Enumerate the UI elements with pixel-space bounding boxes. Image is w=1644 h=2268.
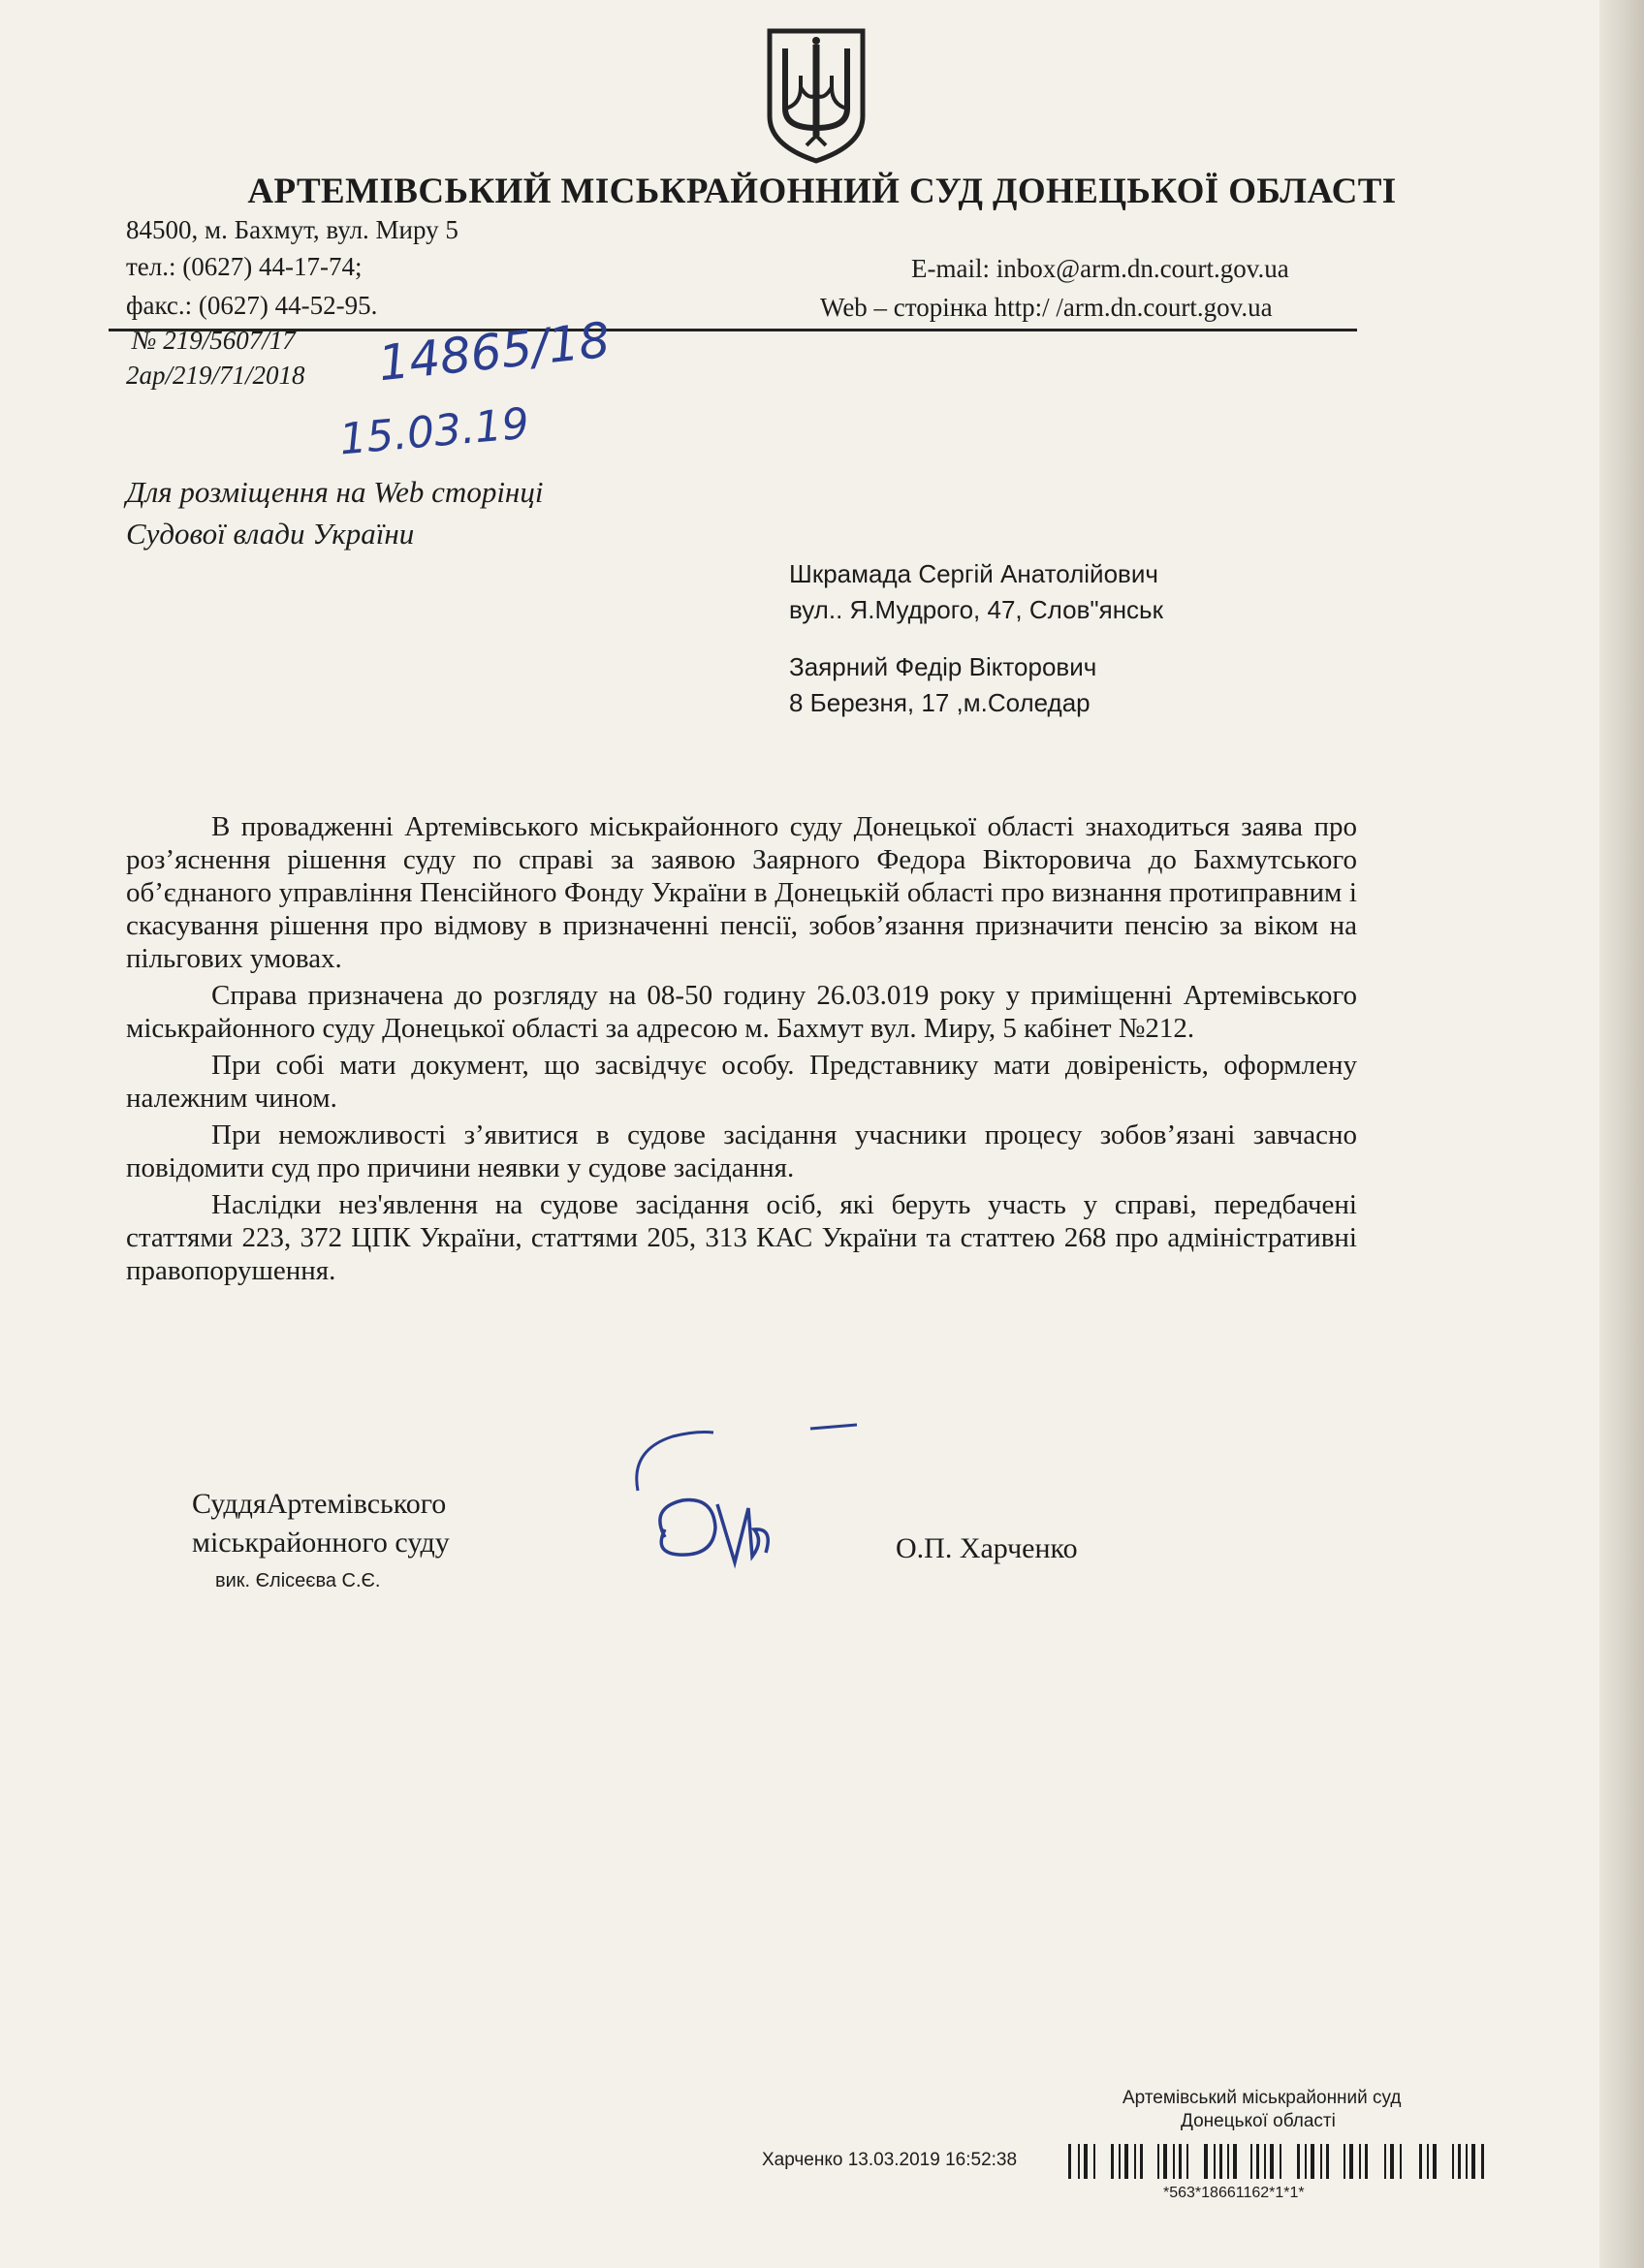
recipient-1-name: Шкрамада Сергій Анатолійович <box>789 559 1158 588</box>
coat-of-arms-emblem <box>762 27 870 165</box>
handwritten-registration-date: 15.03.19 <box>337 398 531 465</box>
judge-name: О.П. Харченко <box>896 1532 1078 1564</box>
judge-title-line-2: міськрайонного суду <box>192 1527 450 1559</box>
court-address: 84500, м. Бахмут, вул. Миру 5 <box>126 215 458 244</box>
body-paragraph-identity-document: При собі мати документ, що засвідчує особу. Представнику мати довіреність, оформлену належним чином. <box>126 1050 1357 1114</box>
stamp-registration-info: Харченко 13.03.2019 16:52:38 <box>762 2150 1018 2170</box>
body-paragraph-absence-notice: При неможливості з’явитися в судове засідання учасники процесу зобов’язані завчасно повідомити суд про причини неявки у судове засідання. <box>126 1119 1357 1183</box>
barcode-number: *563*18661162*1*1* <box>1163 2185 1305 2201</box>
recipient-2-name: Заярний Федір Вікторович <box>789 652 1097 681</box>
court-fax: факс.: (0627) 44-52-95. <box>126 291 378 320</box>
header-divider <box>109 329 1357 331</box>
court-email: E-mail: inbox@arm.dn.court.gov.ua <box>911 254 1289 283</box>
executor-name: вик. Єлісеєва С.Є. <box>215 1570 381 1591</box>
judge-handwritten-signature <box>620 1411 872 1586</box>
recipient-2-address: 8 Березня, 17 ,м.Соледар <box>789 688 1091 717</box>
letter-body <box>126 810 1357 1291</box>
recipient-1-address: вул.. Я.Мудрого, 47, Слов"янськ <box>789 595 1163 624</box>
web-publication-note-line-2: Судової влади України <box>126 517 415 551</box>
body-paragraph-hearing-date: Справа призначена до розгляду на 08-50 годину 26.03.019 року у приміщенні Артемівського міськрайонного суду Донецької області за адресою м. Бахмут вул. Миру, 5 кабінет №212. <box>126 980 1357 1044</box>
stamp-court-region: Донецької області <box>1181 2111 1336 2131</box>
stamp-court-name: Артемівський міськрайонний суд <box>1122 2088 1402 2108</box>
scan-edge <box>1599 0 1644 2268</box>
court-name-heading: АРТЕМІВСЬКИЙ МІСЬКРАЙОННИЙ СУД ДОНЕЦЬКОЇ ОБЛАСТІ <box>247 172 1397 211</box>
court-phone: тел.: (0627) 44-17-74; <box>126 252 363 281</box>
judge-title-line-1: СуддяАртемівського <box>192 1488 447 1520</box>
registration-barcode <box>1068 2144 1487 2179</box>
body-paragraph-proceedings: В провадженні Артемівського міськрайонного суду Донецької області знаходиться заява про роз’яснення рішення суду по справі за заявою Заярного Федора Вікторовича до Бахмутського об’єднаного управління Пенсійного Фонду України в Донецькій області про визнання протиправним і скасування рішення про відмову в призначенні пенсії, зобов’язання призначити пенсію за віком на пільгових умовах. <box>126 811 1357 974</box>
case-number: № 219/5607/17 <box>132 326 296 355</box>
case-number-secondary: 2ар/219/71/2018 <box>126 361 305 390</box>
court-website: Web – сторінка http:/ /arm.dn.court.gov.ua <box>820 293 1273 322</box>
handwritten-registration-number: 14865/18 <box>375 311 613 393</box>
body-paragraph-consequences: Наслідки нез'явлення на судове засідання осіб, які беруть участь у справі, передбачені статтями 223, 372 ЦПК України, статтями 205, 313 КАС України та статтею 268 про адміністративні правопорушення. <box>126 1189 1357 1286</box>
web-publication-note-line-1: Для розміщення на Web сторінці <box>126 475 544 509</box>
